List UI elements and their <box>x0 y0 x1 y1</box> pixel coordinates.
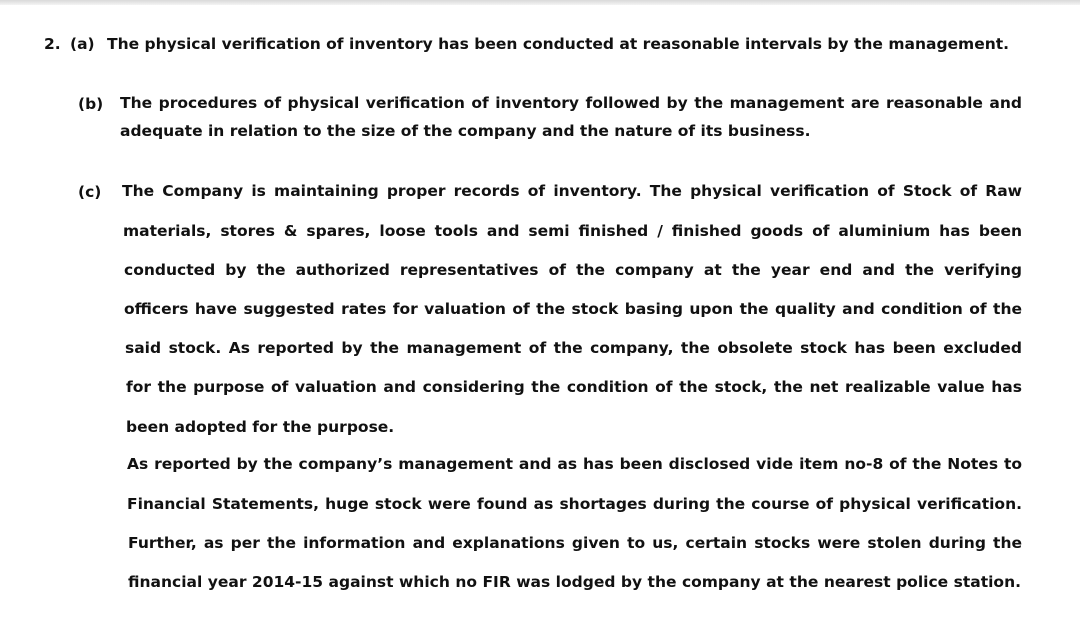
item-c-line-3: conducted by the authorized representatives of the company at the year end and the verifying <box>124 261 1022 279</box>
item-label-b: (b) <box>78 95 104 113</box>
item-c-line-4: officers have suggested rates for valuation of the stock basing upon the quality and condition of the <box>124 300 1022 318</box>
item-label-c: (c) <box>78 183 102 201</box>
item-c-line-9: Financial Statements, huge stock were found as shortages during the course of physical verification. <box>127 495 1022 513</box>
item-number: 2. <box>44 35 61 53</box>
item-c-line-2: materials, stores & spares, loose tools and semi finished / finished goods of aluminium has been <box>123 222 1022 240</box>
item-c-line-8: As reported by the company’s management and as has been disclosed vide item no-8 of the Notes to <box>127 455 1022 473</box>
item-c-line-10: Further, as per the information and explanations given to us, certain stocks were stolen during the <box>128 534 1022 552</box>
item-label-a: (a) <box>70 35 95 53</box>
item-c-line-11: financial year 2014-15 against which no FIR was lodged by the company at the nearest police station. <box>128 573 1021 591</box>
item-b-line-1: The procedures of physical verification of inventory followed by the management are reasonable and <box>120 94 1022 112</box>
item-c-line-5: said stock. As reported by the management of the company, the obsolete stock has been excluded <box>125 339 1022 357</box>
item-c-line-6: for the purpose of valuation and considering the condition of the stock, the net realizable value has <box>126 378 1022 396</box>
item-b-line-2: adequate in relation to the size of the company and the nature of its business. <box>120 122 811 140</box>
item-c-line-7: been adopted for the purpose. <box>126 418 395 436</box>
item-a-line-1: The physical verification of inventory has been conducted at reasonable intervals by the management. <box>107 35 1010 53</box>
item-c-line-1: The Company is maintaining proper records of inventory. The physical verification of Stock of Raw <box>122 182 1022 200</box>
